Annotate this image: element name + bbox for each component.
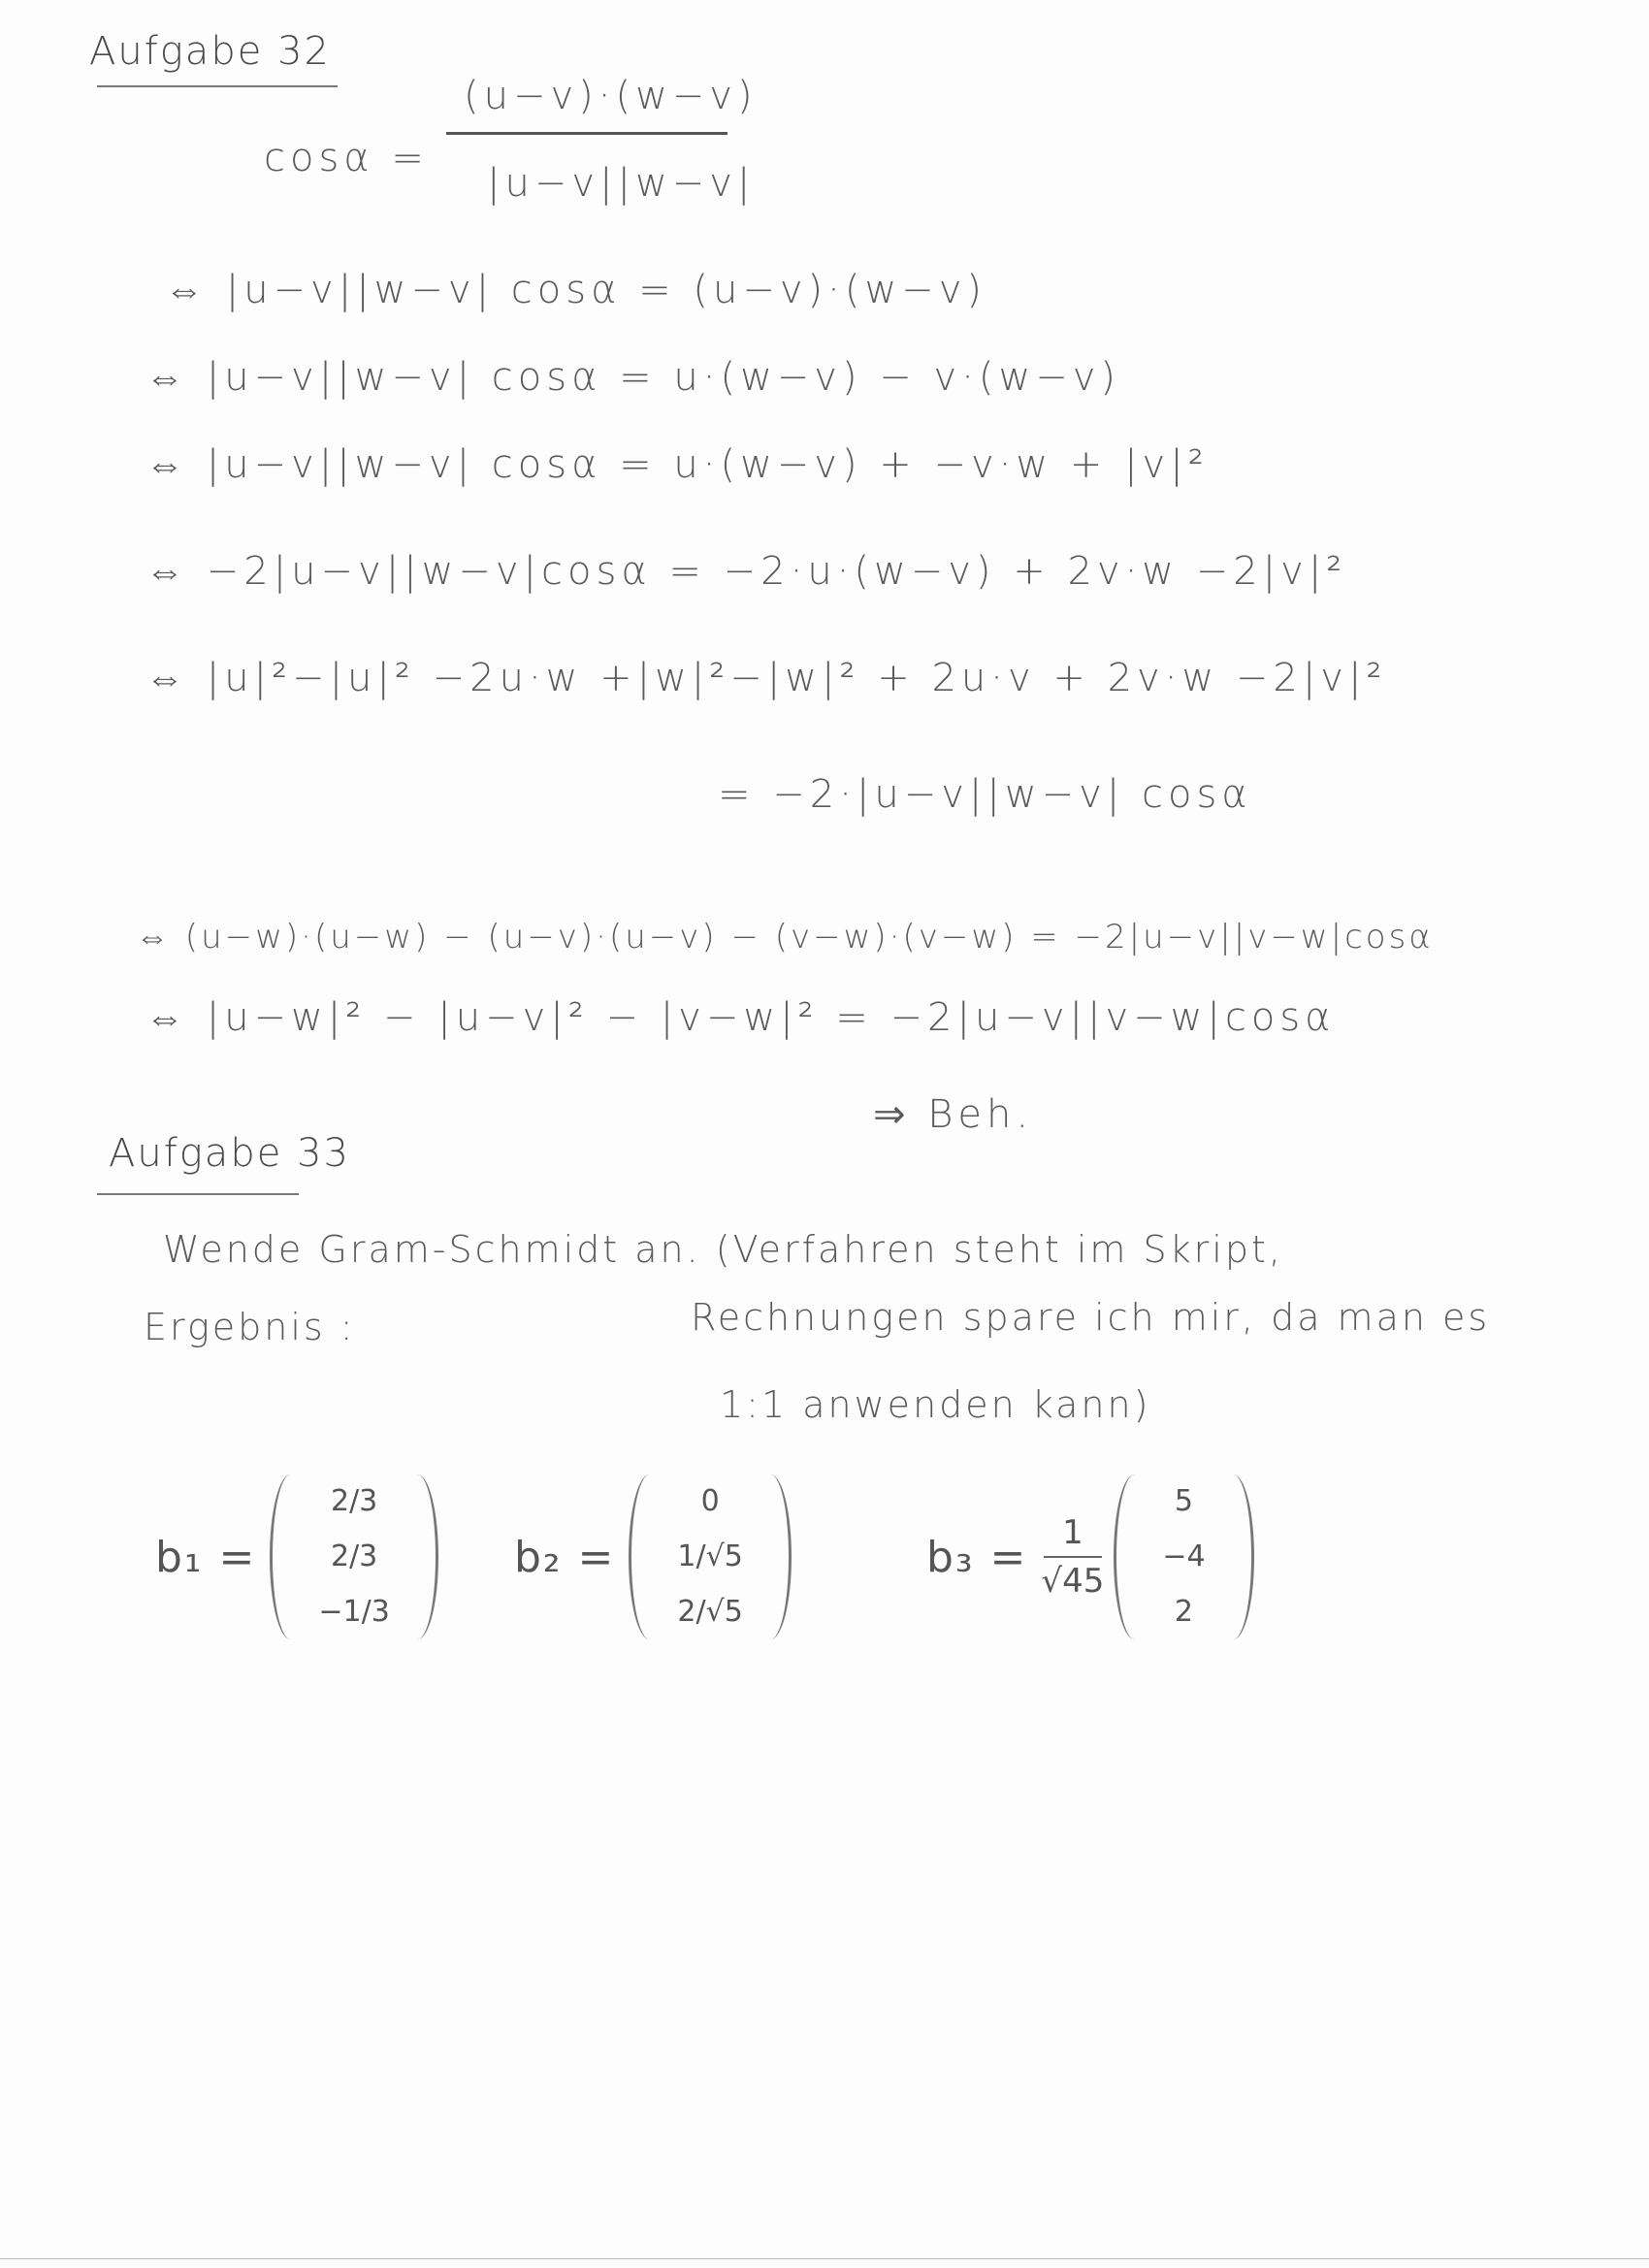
b2-entries	[663, 1474, 756, 1639]
cos-denominator: |u−v||w−v|	[487, 161, 756, 206]
left-paren	[1114, 1474, 1148, 1639]
right-paren	[404, 1474, 438, 1639]
b3-label: b₃ =	[926, 1532, 1028, 1582]
b1-entry-3: −1/3	[318, 1594, 390, 1629]
b3-scalar-denominator: √45	[1041, 1562, 1105, 1601]
derivation-line-7: ⇔ (u−w)·(u−w) − (u−v)·(u−v) − (v−w)·(v−w) = −2|u−v||v−w|cosα	[136, 918, 1434, 956]
right-paren	[757, 1474, 792, 1639]
ergebnis-label: Ergebnis :	[144, 1306, 356, 1348]
b2-entry-1: 0	[700, 1484, 720, 1519]
b3-entry-1: 5	[1174, 1484, 1194, 1519]
derivation-line-6: = −2·|u−v||w−v| cosα	[718, 772, 1252, 817]
b3-scalar-numerator: 1	[1062, 1513, 1083, 1552]
gram-schmidt-text-1: Wende Gram-Schmidt an. (Verfahren steht im Skript,	[163, 1228, 1283, 1271]
b3-entry-2: −4	[1162, 1539, 1206, 1573]
b1-entries	[305, 1474, 403, 1639]
left-paren	[270, 1474, 305, 1639]
heading-aufgabe-32: Aufgabe 32	[89, 29, 331, 74]
heading-underline	[97, 85, 338, 87]
heading-aufgabe-33: Aufgabe 33	[109, 1131, 350, 1176]
heading-underline-33	[97, 1193, 299, 1195]
derivation-line-4: ⇔ −2|u−v||w−v|cosα = −2·u·(w−v) + 2v·w −2|v|²	[146, 549, 1347, 594]
derivation-line-1: ⇔ |u−v||w−v| cosα = (u−v)·(w−v)	[165, 268, 986, 312]
b3-entry-3: 2	[1174, 1594, 1194, 1629]
conclusion-beh: ⇒ Beh.	[873, 1092, 1034, 1137]
derivation-line-8: ⇔ |u−w|² − |u−v|² − |v−w|² = −2|u−v||v−w|cosα	[146, 995, 1336, 1040]
gram-schmidt-text-3: 1:1 anwenden kann)	[720, 1383, 1151, 1426]
derivation-line-3: ⇔ |u−v||w−v| cosα = u·(w−v) + −v·w + |v|²	[146, 442, 1209, 487]
derivation-line-2: ⇔ |u−v||w−v| cosα = u·(w−v) − v·(w−v)	[146, 355, 1121, 400]
b1-entry-2: 2/3	[330, 1539, 378, 1573]
vector-b3	[926, 1474, 1254, 1639]
b2-entry-2: 1/√5	[677, 1539, 743, 1573]
b2-entry-3: 2/√5	[677, 1594, 743, 1629]
page-bottom-edge	[0, 2258, 1649, 2259]
gram-schmidt-text-2: Rechnungen spare ich mir, da man es	[691, 1296, 1491, 1339]
b3-scalar-bar	[1044, 1556, 1102, 1558]
vector-b2	[514, 1474, 792, 1639]
cos-lhs: cosα =	[264, 136, 429, 180]
b1-entry-1: 2/3	[330, 1484, 378, 1519]
left-paren	[629, 1474, 663, 1639]
b2-label: b₂ =	[514, 1532, 616, 1582]
cos-numerator: (u−v)·(w−v)	[464, 74, 758, 118]
b1-label: b₁ =	[155, 1532, 257, 1582]
right-paren	[1219, 1474, 1254, 1639]
fraction-bar	[446, 132, 728, 135]
vector-b1	[155, 1474, 438, 1639]
b3-scalar	[1041, 1513, 1104, 1601]
derivation-line-5: ⇔ |u|²−|u|² −2u·w +|w|²−|w|² + 2u·v + 2v·w −2|v|²	[146, 656, 1387, 700]
b3-entries	[1148, 1474, 1218, 1639]
